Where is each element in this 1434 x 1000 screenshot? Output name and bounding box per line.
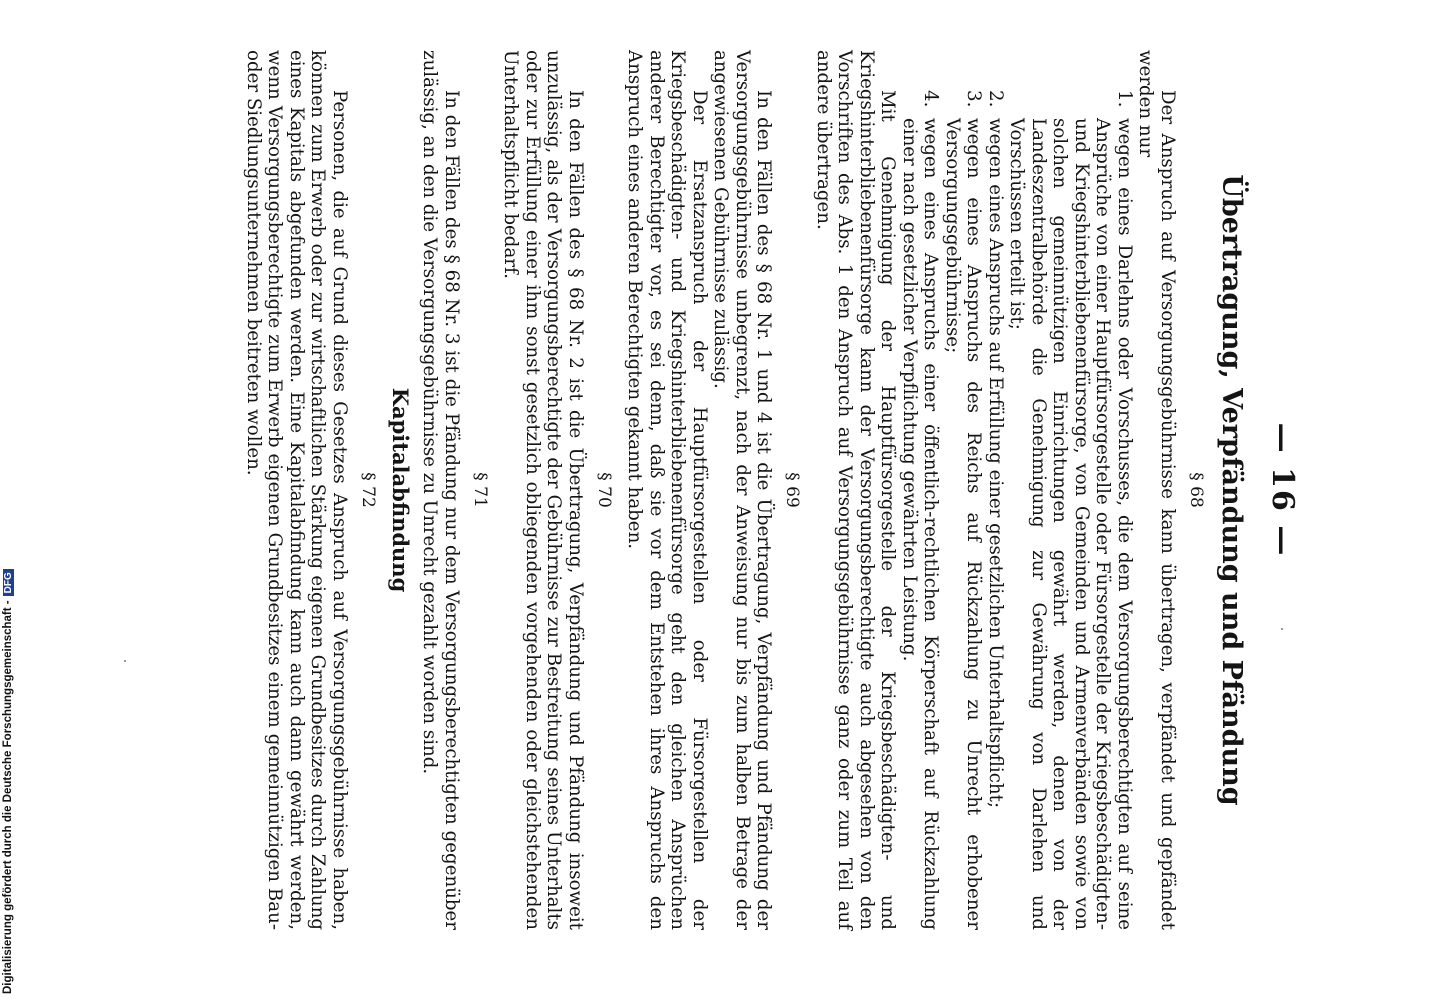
list-item-text: wegen eines Anspruchs des Reichs auf Rückzahlung zu Unrecht erhobener Versorgungsgebührnisse; — [942, 118, 985, 930]
list-item — [942, 90, 985, 930]
list-item-number: 3. — [963, 90, 985, 108]
page-number-value: 16 — [1265, 467, 1300, 513]
section-70-paragraph: In den Fällen des § 68 Nr. 2 ist die Übertragung, Verpfändung und Pfändung insoweit unzulässig, als der Versorgungsberechtigte der Gebührnisse zur Bestreitung seines Unterhalts oder zur Erfüllung einer ihm sonst gesetzlich obliegenden vorgehenden oder gleichstehenden Unterhaltspflicht bedarf. — [500, 50, 586, 930]
section-68-paragraph-2: Mit Genehmigung der Hauptfürsorgestelle der Kriegsbeschädigten- und Kriegshinterbliebenenfürsorge kann der Versorgungsberechtigte auch abgesehen von den Vorschriften des Abs. 1 den Anspruch auf Versorgungsgebührnisse ganz oder zum Teil auf andere übertragen. — [813, 50, 899, 930]
list-item-text: wegen eines Darlehns oder Vorschusses, die dem Versorgungsberechtigten auf seine Ansprüche von einer Hauptfürsorgestelle oder Fürsorgestelle der Kriegsbeschädigten- und Kriegshinterbliebenenfürsorge, von Gemeinden und Armenverbänden sowie von solchen gemeinnützigen Einrichtungen gewährt werden, denen von der Landeszentralbehörde die Genehmigung zur Gewährung von Darlehen und Vorschüssen erteilt ist; — [1006, 118, 1135, 930]
list-item-number: 4. — [920, 90, 942, 108]
list-item-text: wegen eines Anspruchs auf Erfüllung einer gesetzlichen Unterhaltspflicht; — [985, 118, 1006, 809]
dfg-logo: DFG — [3, 569, 14, 596]
section-71-paragraph: In den Fällen des § 68 Nr. 3 ist die Pfändung nur dem Versorgungsberechtigten gegenüber zulässig, an den die Versorgungsgebührnisse zu Unrecht gezahlt worden sind. — [419, 50, 462, 930]
scan-speck — [1281, 628, 1283, 630]
list-item-number: 2. — [985, 90, 1006, 108]
section-70-heading: § 70 — [594, 472, 614, 508]
page-number: — 16 — — [1265, 422, 1300, 558]
list-item — [1006, 90, 1135, 930]
section-68-list — [899, 50, 1136, 930]
section-71-heading: § 71 — [470, 472, 490, 508]
rotated-document-page — [140, 50, 1300, 930]
section-69-paragraph-2: Der Ersatzanspruch der Hauptfürsorgestellen oder Fürsorgestellen der Kriegsbeschädigten- und Kriegshinterbliebenenfürsorge geht den gleichen Ansprüchen anderer Berechtigter vor, es sei denn, daß sie vor dem Entstehen ihres Anspruchs den Anspruch eines anderen Berechtigten gekannt haben. — [624, 50, 710, 930]
digitization-notice — [2, 569, 14, 994]
section-68-intro: Der Anspruch auf Versorgungsgebührnisse kann übertragen, verpfändet und gepfändet werden nur — [1135, 50, 1178, 930]
section-69-heading: § 69 — [782, 472, 803, 508]
scan-speck — [124, 660, 126, 662]
chapter-title: Übertragung, Verpfändung und Pfändung — [1216, 174, 1247, 806]
digitization-notice-text: Digitalisierung gefördert durch die Deutsche Forschungsgemeinschaft - — [2, 600, 14, 994]
list-item-number: 1. — [1114, 90, 1135, 108]
kapitalabfindung-title: Kapitalabfindung — [388, 387, 413, 593]
section-72-heading: § 72 — [358, 472, 378, 508]
list-item — [985, 90, 1007, 930]
section-69-paragraph-1: In den Fällen des § 68 Nr. 1 und 4 ist die Übertragung, Verpfändung und Pfändung der Versorgungsgebührnisse unbegrenzt, nach der Anweisung nur bis zum halben Betrage der angewiesenen Gebührnisse zulässig. — [710, 50, 775, 930]
list-item-text: wegen eines Anspruchs einer öffentlich-rechtlichen Körperschaft auf Rückzahlung einer nach gesetzlicher Verpflichtung gewährten Leistung. — [899, 118, 942, 930]
list-item — [899, 90, 942, 930]
section-72-paragraph: Personen, die auf Grund dieses Gesetzes Anspruch auf Versorgungsgebührnisse haben, können zum Erwerb oder zur wirtschaftlichen Stärkung eigenen Grundbesitzes durch Zahlung eines Kapitals abgefunden werden. Eine Kapitalabfindung kann auch dann gewährt werden, wenn Versorgungsberechtigte zum Erwerb eigenen Grundbesitzes einem gemeinnützigen Bau- oder Siedlungsunternehmen beitreten wollen. — [243, 50, 350, 930]
section-68-heading: § 68 — [1186, 472, 1206, 508]
